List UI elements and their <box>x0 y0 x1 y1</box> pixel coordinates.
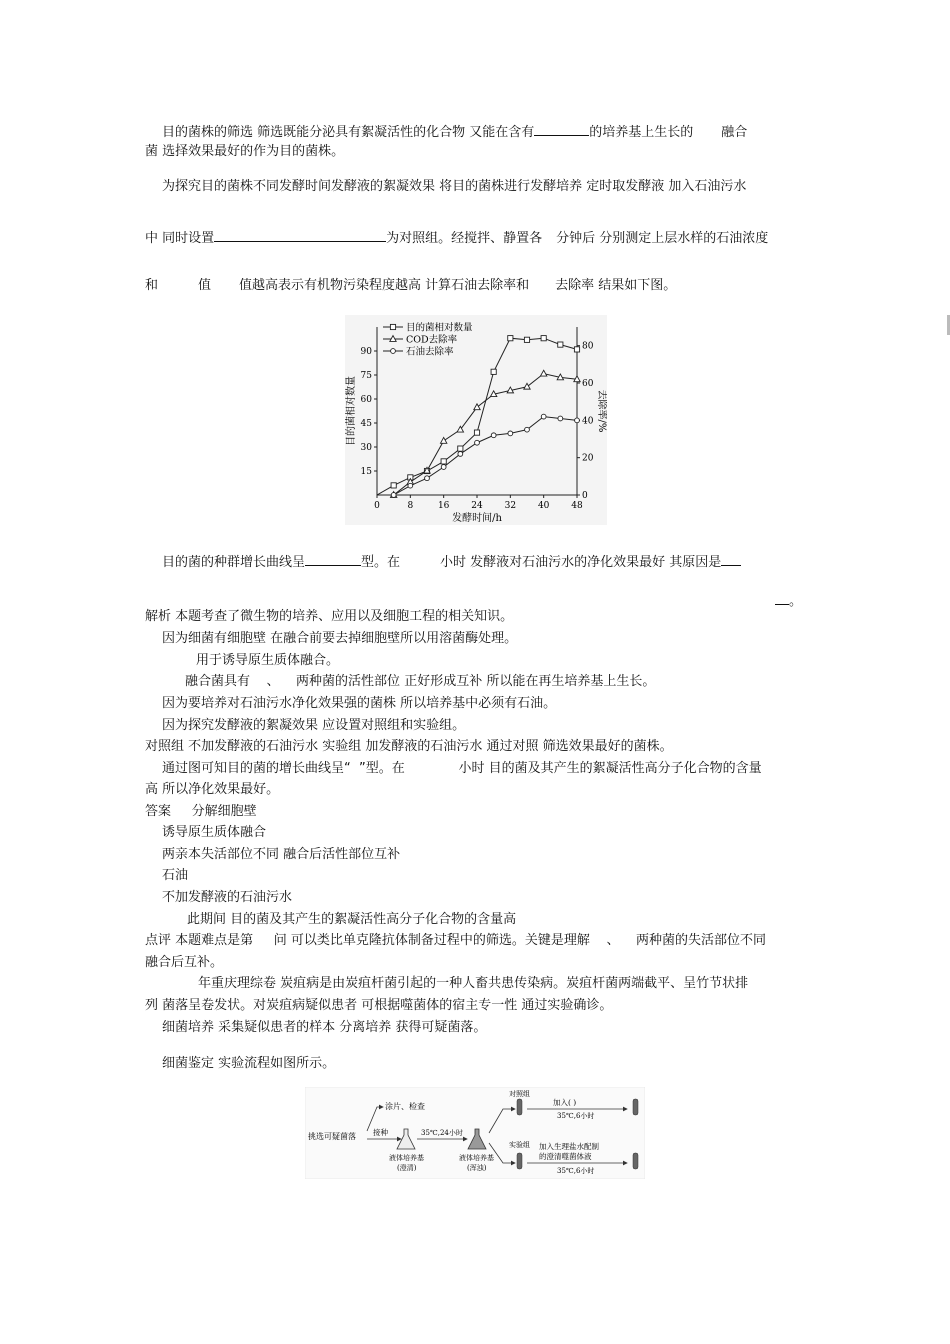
data-point-square <box>458 446 463 451</box>
legend-label: 目的菌相对数量 <box>406 322 473 334</box>
test-tube-icon <box>633 1153 638 1169</box>
question-line: 细菌鉴定 实验流程如图所示。 <box>162 1056 336 1071</box>
para3-line1: 目的菌的种群增长曲线呈 型。在 小时 发酵液对石油污水的净化效果最好 其原因是 <box>162 551 741 572</box>
answer-line: 此期间 目的菌及其产生的絮凝活性高分子化合物的含量高 <box>187 912 517 927</box>
y2-tick-label: 20 <box>582 453 594 464</box>
data-point-circle <box>475 440 480 445</box>
data-point-square <box>474 430 479 435</box>
comment-line: 点评 本题难点是第 问 可以类比单克隆抗体制备过程中的筛选。关键是理解 、 两种菌的失活部位不同 <box>145 933 766 948</box>
x-tick-label: 8 <box>407 501 414 511</box>
flow-smear: 涂片、检查 <box>385 1102 425 1111</box>
flow-medium1-note: (澄清) <box>397 1164 417 1172</box>
data-point-circle <box>541 414 546 419</box>
fermentation-chart <box>345 315 607 525</box>
y-tick-label: 90 <box>360 347 372 357</box>
data-point-square <box>390 324 395 329</box>
flow-medium2: 液体培养基 <box>459 1154 494 1162</box>
question-line: 年重庆理综卷 炭疽病是由炭疽杆菌引起的一种人畜共患传染病。炭疽杆菌两端截平、呈竹节状排 <box>198 976 749 991</box>
y2-tick-label: 60 <box>582 379 594 389</box>
flow-phage1: 加入生理盐水配制 <box>539 1142 599 1151</box>
comment-line: 融合后互补。 <box>145 955 224 970</box>
data-point-square <box>491 369 496 374</box>
legend-label: 石油去除率 <box>406 346 454 358</box>
blank <box>721 551 741 566</box>
para3-line2: 。 <box>775 590 802 611</box>
flow-add: 加入( ) <box>553 1098 577 1107</box>
experiment-flow-diagram <box>305 1087 645 1179</box>
data-point-circle <box>458 452 463 457</box>
data-point-square <box>524 337 529 342</box>
y-axis-label: 目的菌相对数量 <box>346 376 357 446</box>
x-tick-label: 16 <box>437 501 450 511</box>
y-tick-label: 30 <box>360 443 372 453</box>
analysis-line: 用于诱导原生质体融合。 <box>196 653 340 668</box>
data-point-circle <box>525 427 530 432</box>
blank <box>214 227 386 242</box>
x-axis-label: 发酵时间/h <box>452 513 502 524</box>
flow-cond3: 35℃,6小时 <box>557 1167 595 1175</box>
para2-line2: 中 同时设置 为对照组。经搅拌、静置各 分钟后 分别测定上层水样的石油浓度 <box>145 227 768 248</box>
flow-cond1: 35℃,24小时 <box>421 1129 463 1137</box>
question-line: 细菌培养 采集疑似患者的样本 分离培养 获得可疑菌落。 <box>162 1020 487 1035</box>
analysis-line: 因为探究发酵液的絮凝效果 应设置对照组和实验组。 <box>162 718 466 733</box>
data-point-circle <box>575 418 580 423</box>
test-tube-icon <box>633 1099 638 1115</box>
data-point-circle <box>558 416 563 421</box>
flow-control: 对照组 <box>509 1090 530 1098</box>
blank <box>305 551 361 566</box>
flow-start: 挑选可疑菌落 <box>308 1132 356 1141</box>
y-tick-label: 45 <box>360 419 372 429</box>
data-point-square <box>508 336 513 341</box>
data-point-circle <box>508 431 513 436</box>
x-tick-label: 32 <box>504 501 517 511</box>
data-point-square <box>574 347 579 352</box>
test-tube-icon <box>517 1153 522 1169</box>
analysis-line: 因为细菌有细胞壁 在融合前要去掉细胞壁所以用溶菌酶处理。 <box>162 631 518 646</box>
x-tick-label: 40 <box>537 501 550 511</box>
analysis-line: 融合菌具有 、 两种菌的活性部位 正好形成互补 所以能在再生培养基上生长。 <box>185 674 656 689</box>
flow-medium2-note: (浑浊) <box>467 1164 487 1172</box>
flow-phage2: 的澄清噬菌体液 <box>539 1152 592 1161</box>
analysis-line: 对照组 不加发酵液的石油污水 实验组 加发酵液的石油污水 通过对照 筛选效果最好的菌株。 <box>145 739 673 754</box>
data-point-circle <box>425 476 430 481</box>
x-tick-label: 24 <box>471 501 483 511</box>
data-point-circle <box>408 483 413 488</box>
legend-label: COD去除率 <box>406 334 458 346</box>
x-tick-label: 0 <box>374 501 380 511</box>
y2-tick-label: 40 <box>582 416 594 427</box>
data-point-square <box>558 342 563 347</box>
analysis-line: 解析 本题考查了微生物的培养、应用以及细胞工程的相关知识。 <box>145 609 514 624</box>
data-point-circle <box>441 465 446 470</box>
y-tick-label: 75 <box>360 371 372 381</box>
question-line: 列 菌落呈卷发状。对炭疽病疑似患者 可根据噬菌体的宿主专一性 通过实验确诊。 <box>145 998 613 1013</box>
para2-line1: 为探究目的菌株不同发酵时间发酵液的絮凝效果 将目的菌株进行发酵培养 定时取发酵液 加入石油污水 <box>162 179 747 194</box>
analysis-line: 高 所以净化效果最好。 <box>145 782 280 797</box>
blank <box>775 590 789 605</box>
flow-experiment: 实验组 <box>509 1141 530 1149</box>
analysis-line: 因为要培养对石油污水净化效果强的菌株 所以培养基中必须有石油。 <box>162 696 557 711</box>
y-tick-label: 15 <box>360 467 372 477</box>
data-point-square <box>441 459 446 464</box>
y2-axis-label: 去除率/% <box>596 389 607 433</box>
data-point-circle <box>491 433 496 438</box>
data-point-square <box>391 483 396 488</box>
test-tube-icon <box>517 1099 522 1115</box>
y2-tick-label: 0 <box>582 491 588 501</box>
flow-medium1: 液体培养基 <box>389 1154 424 1162</box>
y-tick-label: 60 <box>360 395 372 405</box>
analysis-line: 通过图可知目的菌的增长曲线呈“ ”型。在 小时 目的菌及其产生的絮凝活性高分子化合物的含量 <box>162 761 762 776</box>
data-point-square <box>541 336 546 341</box>
data-point-circle <box>391 493 396 498</box>
answer-line: 两亲本失活部位不同 融合后活性部位互补 <box>162 847 401 862</box>
answer-line: 答案 分解细胞壁 <box>145 804 257 819</box>
x-tick-label: 48 <box>571 501 583 511</box>
answer-line: 不加发酵液的石油污水 <box>162 890 293 905</box>
flow-cond2: 35℃,6小时 <box>557 1112 595 1120</box>
blank <box>534 121 589 136</box>
para1-line2: 菌 选择效果最好的作为目的菌株。 <box>145 144 345 159</box>
para2-line3: 和 值 值越高表示有机物污染程度越高 计算石油去除率和 去除率 结果如下图。 <box>145 278 677 293</box>
answer-line: 石油 <box>162 868 189 883</box>
para1-line1: 目的菌株的筛选 筛选既能分泌具有絮凝活性的化合物 又能在含有 的培养基上生长的 融合 <box>162 121 747 142</box>
data-point-circle <box>391 349 396 354</box>
answer-line: 诱导原生质体融合 <box>162 825 267 840</box>
y2-tick-label: 80 <box>582 341 594 352</box>
flow-inoculate: 接种 <box>373 1128 388 1137</box>
